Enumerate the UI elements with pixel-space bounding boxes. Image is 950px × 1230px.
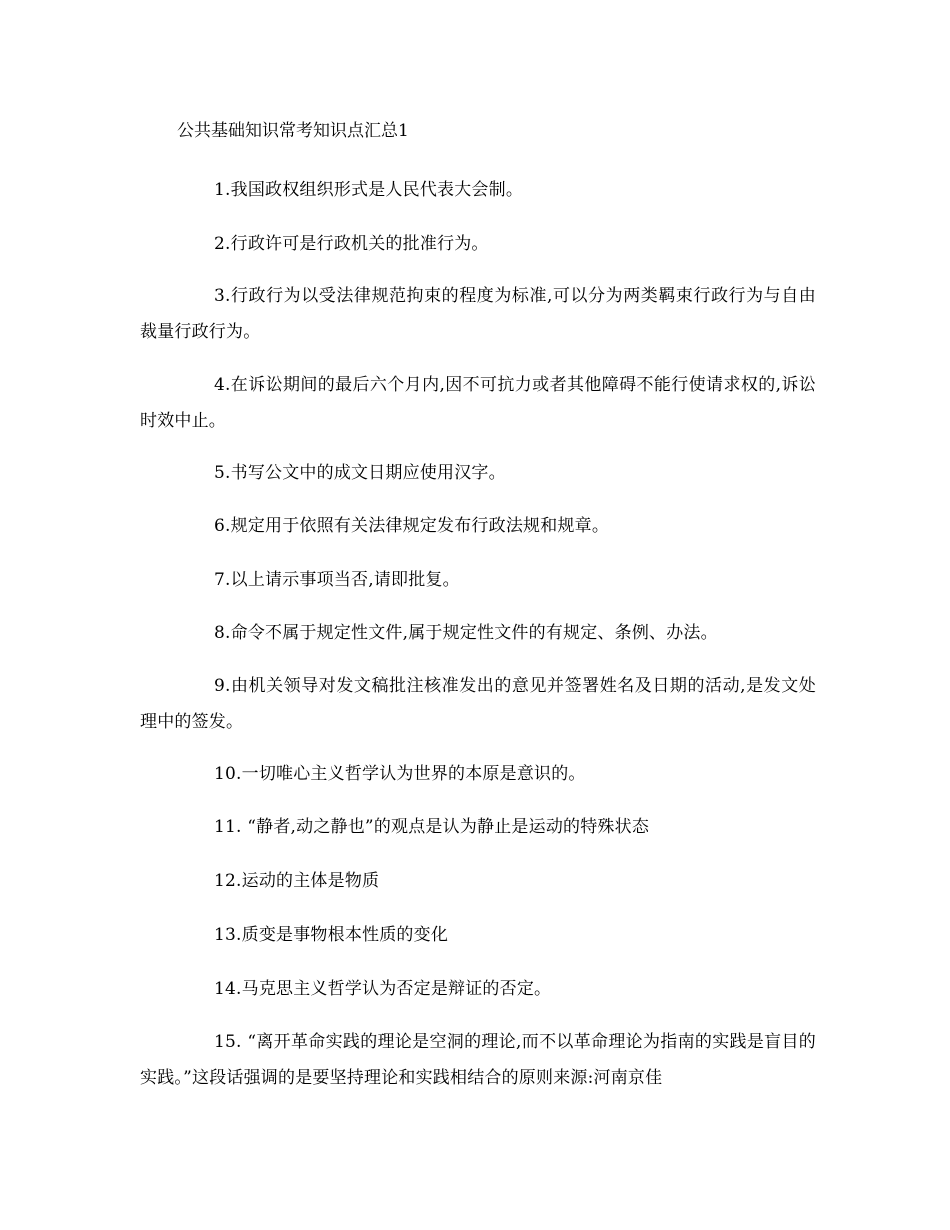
list-item: 4.在诉讼期间的最后六个月内,因不可抗力或者其他障碍不能行使请求权的,诉讼时效中止。 (140, 375, 816, 431)
list-item: 6.规定用于依照有关法律规定发布行政法规和规章。 (214, 516, 610, 536)
list-item: 7.以上请示事项当否,请即批复。 (214, 570, 460, 590)
list-item: 10.一切唯心主义哲学认为世界的本原是意识的。 (214, 764, 586, 784)
list-item: 9.由机关领导对发文稿批注核准发出的意见并签署姓名及日期的活动,是发文处理中的签发。 (140, 676, 816, 732)
list-item: 2.行政许可是行政机关的批准行为。 (214, 234, 489, 254)
list-item: 12.运动的主体是物质 (214, 871, 380, 891)
list-item: 1.我国政权组织形式是人民代表大会制。 (214, 180, 524, 200)
list-item: 3.行政行为以受法律规范拘束的程度为标准,可以分为两类羁束行政行为与自由裁量行政行为。 (140, 286, 816, 342)
list-item: 5.书写公文中的成文日期应使用汉字。 (214, 463, 506, 483)
document-title: 公共基础知识常考知识点汇总1 (177, 121, 409, 141)
list-item: 11. “静者,动之静也”的观点是认为静止是运动的特殊状态 (214, 817, 650, 837)
list-item: 13.质变是事物根本性质的变化 (214, 925, 449, 945)
list-item: 14.马克思主义哲学认为否定是辩证的否定。 (214, 979, 552, 999)
list-item: 8.命令不属于规定性文件,属于规定性文件的有规定、条例、办法。 (214, 623, 718, 643)
list-item: 15. “离开革命实践的理论是空洞的理论,而不以革命理论为指南的实践是盲目的实践。”这段话强调的是要坚持理论和实践相结合的原则来源:河南京佳 (140, 1032, 816, 1088)
